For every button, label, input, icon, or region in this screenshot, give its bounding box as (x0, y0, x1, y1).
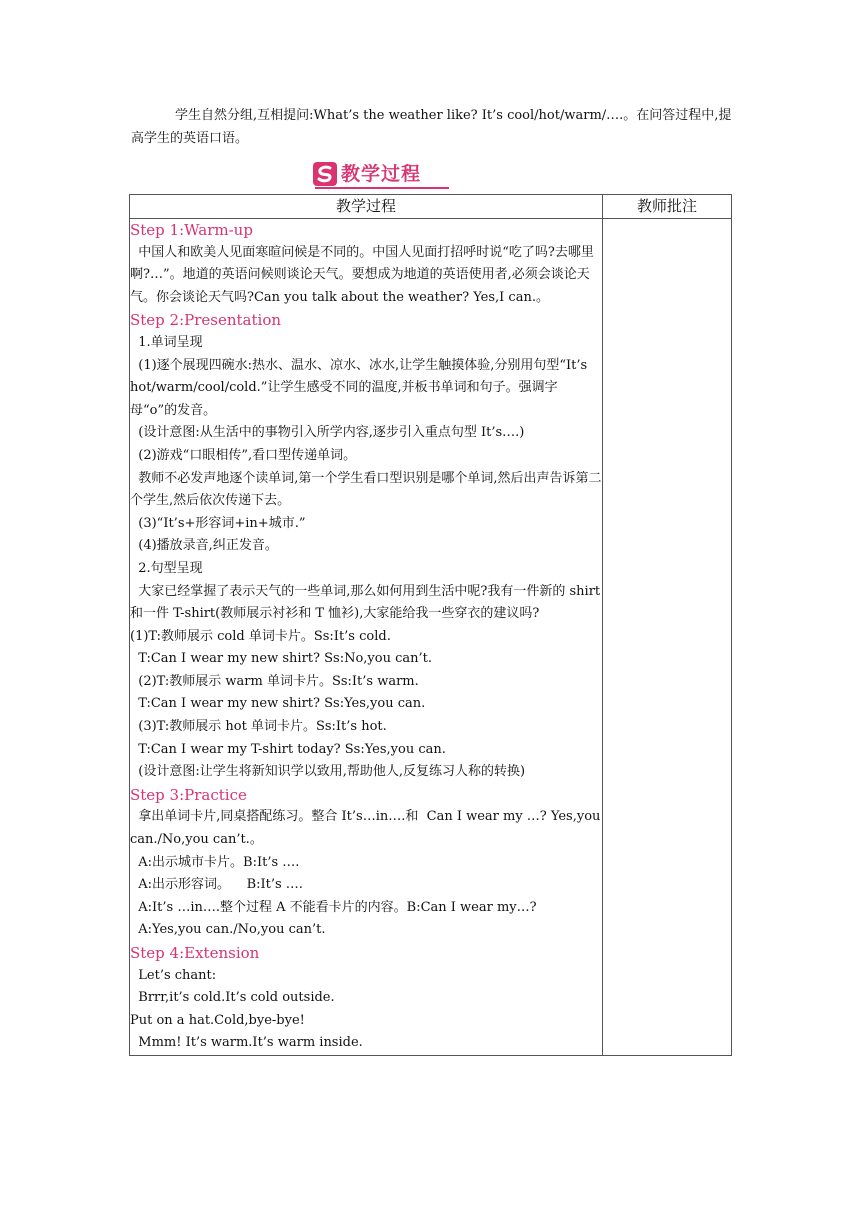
step-1-title: Step 1:Warm-up (130, 221, 253, 239)
step-2-line: (2)游戏“口眼相传”,看口型传递单词。 (130, 447, 357, 463)
step-2-line: 1.单词呈现 (130, 334, 203, 350)
table-header-row (130, 195, 732, 219)
step-4-line: Put on a hat.Cold,bye-bye! (130, 1012, 305, 1028)
step-2-line: 大家已经掌握了表示天气的一些单词,那么如何用到生活中呢?我有一件新的 shirt 和一件 T-shirt(教师展示衬衫和 T 恤衫),大家能给我一些穿衣的建议吗? (130, 583, 605, 622)
step-2-line: (1)T:教师展示 cold 单词卡片。Ss:It’s cold. (130, 628, 391, 644)
teacher-notes-cell (603, 219, 732, 1056)
step-2-line: (4)播放录音,纠正发音。 (130, 538, 278, 554)
banner-underline (315, 187, 449, 189)
step-2-line: 教师不必发声地逐个读单词,第一个学生看口型识别是哪个单词,然后出声告诉第二个学生,然后依次传递下去。 (130, 470, 602, 509)
step-4-line: Let’s chant: (130, 967, 217, 983)
section-banner (313, 160, 449, 188)
step-2-line: (1)逐个展现四碗水:热水、温水、凉水、冰水,让学生触摸体验,分别用句型“It’s hot/warm/cool/cold.”让学生感受不同的温度,并板书单词和句子。强调字母“o”的发音。 (130, 357, 592, 418)
step-3-line: 拿出单词卡片,同桌搭配练习。整合 It’s…in….和 Can I wear my …? Yes,you can./No,you can’t.。 (130, 809, 605, 848)
step-2-line: (3)“It’s+形容词+in+城市.” (130, 515, 306, 531)
step-3-line: A:It’s …in….整个过程 A 不能看卡片的内容。B:Can I wear my…? (130, 899, 537, 915)
step-2-line: (3)T:教师展示 hot 单词卡片。Ss:It’s hot. (130, 719, 387, 735)
section-title: 教学过程 (341, 163, 422, 185)
step-2-line: T:Can I wear my new shirt? Ss:Yes,you can. (130, 696, 426, 712)
step-4-line: Mmm! It’s warm.It’s warm inside. (130, 1035, 363, 1051)
step-2-title: Step 2:Presentation (130, 311, 282, 330)
process-cell (130, 219, 603, 1056)
step-4-title: Step 4:Extension (130, 944, 260, 962)
step-3-title: Step 3:Practice (130, 785, 247, 804)
step-2-line: (设计意图:让学生将新知识学以致用,帮助他人,反复练习人称的转换) (130, 764, 526, 780)
table-body-row (130, 219, 732, 1056)
section-logo-icon (313, 162, 337, 186)
step-2-line: T:Can I wear my T-shirt today? Ss:Yes,you can. (130, 741, 446, 757)
step-2-line: (设计意图:从生活中的事物引入所学内容,逐步引入重点句型 It’s….) (130, 425, 525, 441)
step-1-line: 中国人和欧美人见面寒暄问候是不同的。中国人见面打招呼时说“吃了吗?去哪里啊?…”。地道的英语问候则谈论天气。要想成为地道的英语使用者,必须会谈论天气。你会谈论天气吗?Can you talk about the weather? Yes,I can.。 (130, 244, 594, 305)
step-3-line: A:出示形容词。 B:It’s …. (130, 877, 303, 893)
step-3-line: A:出示城市卡片。B:It’s …. (130, 854, 300, 870)
lesson-table (129, 194, 732, 1056)
step-2-line: 2.句型呈现 (130, 560, 203, 576)
intro-paragraph: 学生自然分组,互相提问:What’s the weather like? It’s cool/hot/warm/….。在问答过程中,提高学生的英语口语。 (131, 108, 732, 146)
header-notes: 教师批注 (603, 195, 732, 219)
step-2-line: (2)T:教师展示 warm 单词卡片。Ss:It’s warm. (130, 673, 419, 689)
step-2-line: T:Can I wear my new shirt? Ss:No,you can’t. (130, 651, 432, 667)
step-4-line: Brrr,it’s cold.It’s cold outside. (130, 990, 335, 1006)
step-3-line: A:Yes,you can./No,you can’t. (130, 922, 326, 938)
header-process: 教学过程 (130, 195, 603, 219)
